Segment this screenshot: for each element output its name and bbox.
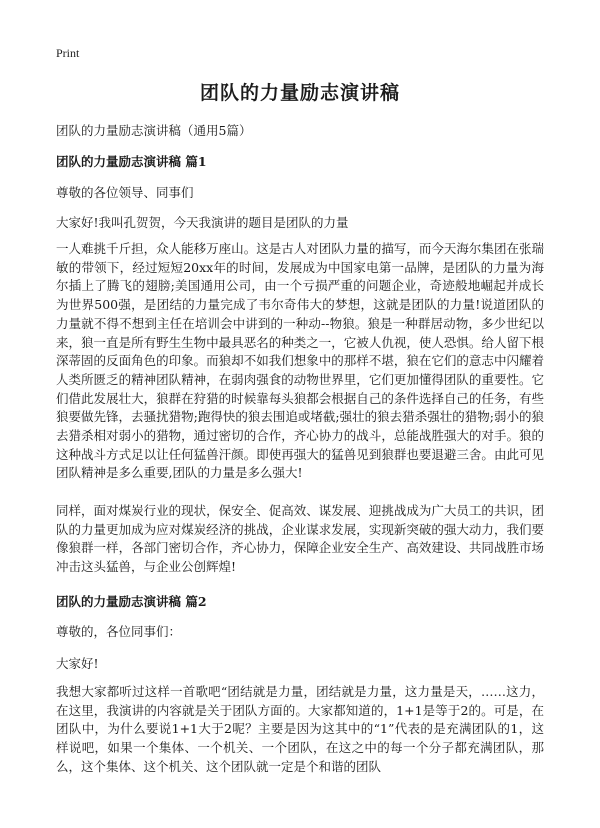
- section-1-paragraph-2: 同样，面对煤炭行业的现状，保安全、促高效、谋发展、迎挑战成为广大员工的共识，团队的力量更加成为应对煤炭经济的挑战，企业谋求发展，实现新突破的强大动力，我们要像狼群一样，各部门密切合作，齐心协力，保障企业安全生产、高效建设、共同战胜市场冲击这头猛兽，与企业公创辉煌!: [56, 503, 544, 575]
- section-1-greeting: 尊敬的各位领导、同事们: [56, 185, 194, 200]
- section-2-greeting: 尊敬的，各位同事们：: [56, 624, 182, 639]
- section-heading-1: 团队的力量励志演讲稿 篇1: [56, 154, 207, 169]
- section-1-paragraph-1: 一人难挑千斤担，众人能移万座山。这是古人对团队力量的描写，而今天海尔集团在张瑞敏的带领下，经过短短20xx年的时间，发展成为中国家电第一品牌，是团队的力量为海尔插上了腾飞的翅膀;美国通用公司，由一个亏损严重的问题企业，奇迹般地崛起并成长为世界500强，是团结的力量完成了韦尔奇伟大的梦想，这就是团队的力量!说道团队的力量就不得不想到主任在培训会中讲到的一种动--物狼。狼是一种群居动物，多少世纪以来，狼一直是所有野生生物中最具恶名的种类之一，它被人仇视，使人恐惧。给人留下根深蒂固的反面角色的印象。而狼却不如我们想象中的那样不堪，狼在它们的意志中闪耀着人类所匮乏的精神团队精神，在弱肉强食的动物世界里，它们更加懂得团队的重要性。它们借此发展壮大，狼群在狩猎的时候靠每头狼都会根据自己的条件选择自己的任务，有些狼要做先锋，去骚扰猎物;跑得快的狼去围追或堵截;强壮的狼去猎杀强壮的猎物;弱小的狼去猎杀相对弱小的猎物，通过密切的合作，齐心协力的战斗，总能战胜强大的对手。狼的这种战斗方式足以让任何猛兽汗颜。即使再强大的猛兽见到狼群也要退避三舍。由此可见团队精神是多么重要,团队的力量是多么强大!: [56, 241, 544, 481]
- print-link[interactable]: Print: [56, 46, 80, 60]
- section-heading-2: 团队的力量励志演讲稿 篇2: [56, 594, 207, 609]
- section-1-intro: 大家好!我叫孔贺贺，今天我演讲的题目是团队的力量: [56, 215, 349, 230]
- page-title: 团队的力量励志演讲稿: [199, 82, 400, 104]
- section-2-intro: 大家好!: [56, 656, 99, 671]
- section-2-paragraph-1: 我想大家都听过这样一首歌吧“团结就是力量，团结就是力量，这力量是天，……这力，在这里，我演讲的内容就是关于团队方面的。大家都知道的，1+1是等于2的。可是，在团队中，为什么要说1+1大于2呢？主要是因为这其中的“1”代表的是充满团队的1，这样说吧，如果一个集体、一个机关、一个团队，在这之中的每一个分子都充满团队，那么，这个集体、这个机关、这个团队就一定是个和谐的团队: [56, 684, 544, 774]
- document-subtitle: 团队的力量励志演讲稿（通用5篇）: [56, 123, 252, 138]
